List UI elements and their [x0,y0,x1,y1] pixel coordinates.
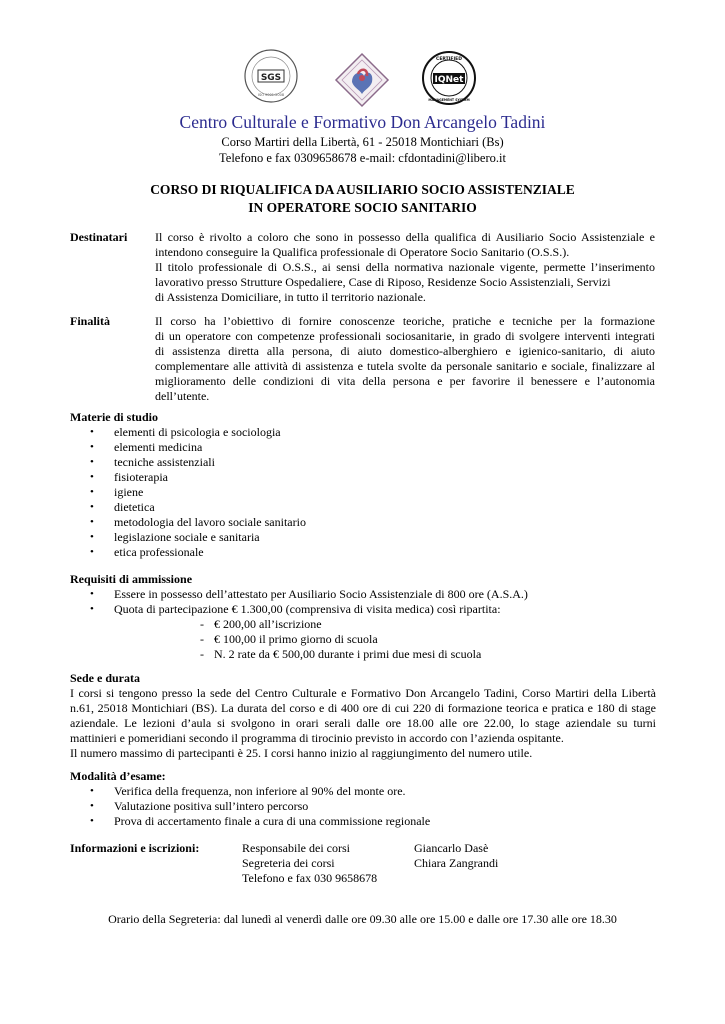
destinatari-line: Il corso è rivolto a coloro che sono in possesso della qualifica di Ausiliario Socio Assistenziale e [155,230,655,244]
iqnet-certified-logo [421,50,477,106]
list-item: • elementi medicina [70,440,306,455]
list-item: • Valutazione positiva sull’intero percorso [70,799,430,814]
list-item: • elementi di psicologia e sociologia [70,425,306,440]
list-item: • igiene [70,485,306,500]
iqnet-bottom-text: MANAGEMENT SYSTEM [428,98,470,102]
destinatari-text [155,230,655,305]
sgs-certification-logo [243,48,299,104]
finalita-line: dell’utente. [155,389,210,403]
school-emblem-logo [334,52,390,108]
info-phone: Telefono e fax 030 9658678 [242,871,378,885]
list-item: • metodologia del lavoro sociale sanitario [70,515,306,530]
finalita-line: complementare alle attività di assistenza e tutela svolte da personale sanitario e sociale, finalizzare al [155,359,655,373]
sede-line: Il numero massimo di partecipanti è 25. I corsi hanno inizio al raggiungimento del numero utile. [70,746,533,760]
course-title-line-2: IN OPERATORE SOCIO SANITARIO [248,200,477,215]
sede-line: aziendale. Le lezioni d’aula si svolgono in orari serali dalle ore 18.00 alle ore 22.00, lo stage aziendale su turni [70,716,656,730]
sede-line: mattinieri e pomeridiani secondo il programma di tirocinio previsto in accordo con l’azienda ospitante. [70,731,564,745]
institution-contacts: Telefono e fax 0309658678 e-mail: cfdontadini@libero.it [219,151,506,165]
sede-line: I corsi si tengono presso la sede del Centro Culturale e Formativo Don Arcangelo Tadini, Corso Martiri della Libertà [70,686,656,700]
finalita-line: miglioramento delle condizioni di vita della persona e per favorire il benessere e l’autonomia [155,374,655,388]
finalita-line: di assistenza diretta alla persona, di aiuto domestico-alberghiero e igienico-sanitario, di aiuto [155,344,655,358]
esame-title: Modalità d’esame: [70,769,166,783]
destinatari-line: lavorativo presso Strutture Ospedaliere, Case di Riposo, Residenze Socio Assistenziali, Servizi [155,275,611,289]
quota-breakdown-list [200,617,481,662]
list-item: - € 100,00 il primo giorno di scuola [200,632,481,647]
list-item: - € 200,00 all’iscrizione [200,617,481,632]
info-name: Chiara Zangrandi [414,856,499,870]
esame-list [70,784,430,829]
list-item: • etica professionale [70,545,306,560]
info-role: Responsabile dei corsi [242,841,350,855]
finalita-line: Il corso ha l’obiettivo di fornire conoscenze teoriche, pratiche e tecniche per la formazione [155,314,655,328]
info-name: Giancarlo Dasè [414,841,489,855]
list-item: • tecniche assistenziali [70,455,306,470]
requisiti-list [70,587,528,617]
office-hours: Orario della Segreteria: dal lunedì al venerdì dalle ore 09.30 alle ore 15.00 e dalle ore 17.30 alle ore 18.30 [108,912,617,926]
list-item: • Verifica della frequenza, non inferiore al 90% del monte ore. [70,784,430,799]
materie-title: Materie di studio [70,410,158,424]
list-item: • Quota di partecipazione € 1.300,00 (comprensiva di visita medica) così ripartita: [70,602,528,617]
info-role: Segreteria dei corsi [242,856,335,870]
info-roles [242,841,377,886]
list-item: • Prova di accertamento finale a cura di una commissione regionale [70,814,430,829]
sgs-logo-ring: ISO 9001:2008 [257,93,285,97]
sgs-logo-text: SGS [260,73,282,83]
institution-title: Centro Culturale e Formativo Don Arcangelo Tadini [179,112,546,132]
course-title-line-1: CORSO DI RIQUALIFICA DA AUSILIARIO SOCIO ASSISTENZIALE [150,182,575,197]
sede-title: Sede e durata [70,671,140,685]
requisiti-title: Requisiti di ammissione [70,572,193,586]
destinatari-label: Destinatari [70,230,128,244]
list-item: • legislazione sociale e sanitaria [70,530,306,545]
info-title: Informazioni e iscrizioni: [70,841,200,855]
info-names [414,841,498,871]
iqnet-center-text: IQNet [434,75,464,85]
list-item: • Essere in possesso dell’attestato per Ausiliario Socio Assistenziale di 800 ore (A.S.A.) [70,587,528,602]
finalita-line: di un operatore con competenze professionali sociosanitarie, in grado di svolgere interventi integrati [155,329,655,343]
destinatari-line: Il titolo professionale di O.S.S., ai sensi della normativa nazionale vigente, permette l’inserimento [155,260,655,274]
institution-address: Corso Martiri della Libertà, 61 - 25018 Montichiari (Bs) [221,135,504,149]
list-item: • fisioterapia [70,470,306,485]
list-item: - N. 2 rate da € 500,00 durante i primi due mesi di scuola [200,647,481,662]
list-item: • dietetica [70,500,306,515]
sede-text [70,686,656,761]
destinatari-line: di Assistenza Domiciliare, in tutto il territorio nazionale. [155,290,426,304]
sede-line: n.61, 25018 Montichiari (BS). La durata del corso e di 400 ore di cui 220 di formazione teorica e pratica e 180 di stage [70,701,656,715]
destinatari-line: intendono conseguire la Qualifica professionale di Operatore Socio Sanitario (O.S.S.). [155,245,570,259]
materie-list [70,425,306,560]
finalita-text [155,314,655,404]
iqnet-top-text: CERTIFIED [436,57,462,62]
finalita-label: Finalità [70,314,111,328]
